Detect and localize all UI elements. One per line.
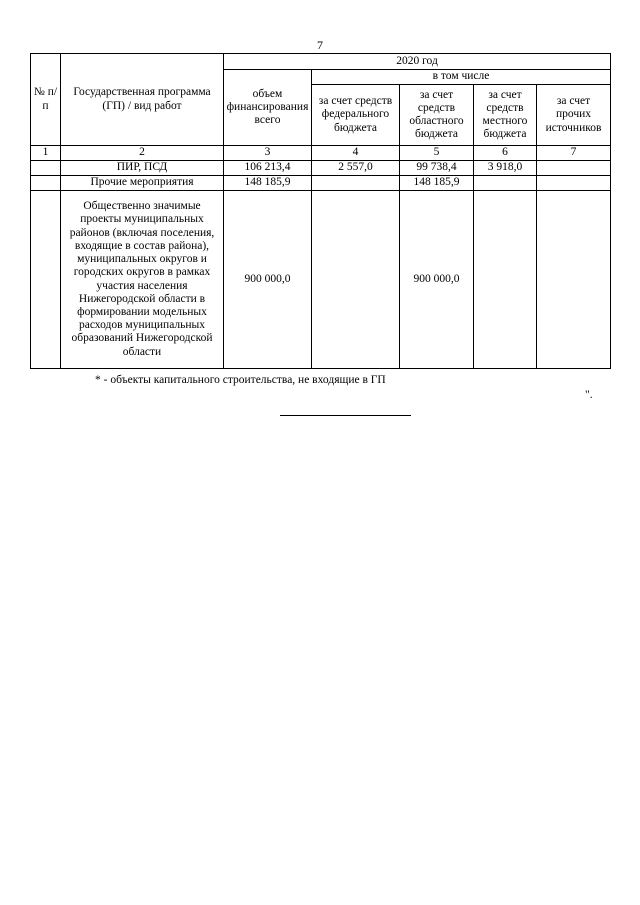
col-number: 4 — [312, 146, 400, 161]
financing-table — [30, 53, 611, 369]
col-number: 5 — [400, 146, 474, 161]
separator-line — [280, 415, 411, 416]
row-regional: 99 738,4 — [400, 161, 474, 176]
page-number: 7 — [317, 38, 323, 52]
row-num — [31, 191, 61, 369]
row-total: 106 213,4 — [224, 161, 312, 176]
header-year: 2020 год — [224, 54, 611, 70]
col-number: 3 — [224, 146, 312, 161]
row-name: Прочие мероприятия — [61, 176, 224, 191]
header-regional: за счет средств областного бюджета — [400, 85, 474, 146]
row-federal: 2 557,0 — [312, 161, 400, 176]
column-number-row — [31, 146, 611, 161]
row-federal — [312, 176, 400, 191]
header-including: в том числе — [312, 70, 611, 85]
row-local — [474, 191, 537, 369]
row-num — [31, 176, 61, 191]
closing-quote: ". — [585, 389, 593, 401]
col-number: 7 — [537, 146, 611, 161]
row-regional: 900 000,0 — [400, 191, 474, 369]
row-federal — [312, 191, 400, 369]
header-num: № п/п — [31, 54, 61, 146]
footnote: * - объекты капитального строительства, не входящие в ГП — [95, 374, 386, 386]
header-total: объем финансирования всего — [224, 70, 312, 146]
header-program: Государственная программа (ГП) / вид работ — [61, 54, 224, 146]
row-total: 900 000,0 — [224, 191, 312, 369]
row-other — [537, 191, 611, 369]
col-number: 1 — [31, 146, 61, 161]
row-other — [537, 161, 611, 176]
table-row — [31, 176, 611, 191]
table-row — [31, 161, 611, 176]
col-number: 2 — [61, 146, 224, 161]
row-name: Общественно значимые проекты муниципальных районов (включая поселения, входящие в состав района), муниципальных округов и городских округов в рамках участия населения Нижегородской области в формировании модельных расходов муниципальных образований Нижегородской области — [61, 191, 224, 369]
table-row — [31, 191, 611, 369]
row-local — [474, 176, 537, 191]
row-local: 3 918,0 — [474, 161, 537, 176]
row-num — [31, 161, 61, 176]
row-total: 148 185,9 — [224, 176, 312, 191]
row-regional: 148 185,9 — [400, 176, 474, 191]
header-other: за счет прочих источников — [537, 85, 611, 146]
row-other — [537, 176, 611, 191]
row-name: ПИР, ПСД — [61, 161, 224, 176]
header-federal: за счет средств федерального бюджета — [312, 85, 400, 146]
header-local: за счет средств местного бюджета — [474, 85, 537, 146]
col-number: 6 — [474, 146, 537, 161]
